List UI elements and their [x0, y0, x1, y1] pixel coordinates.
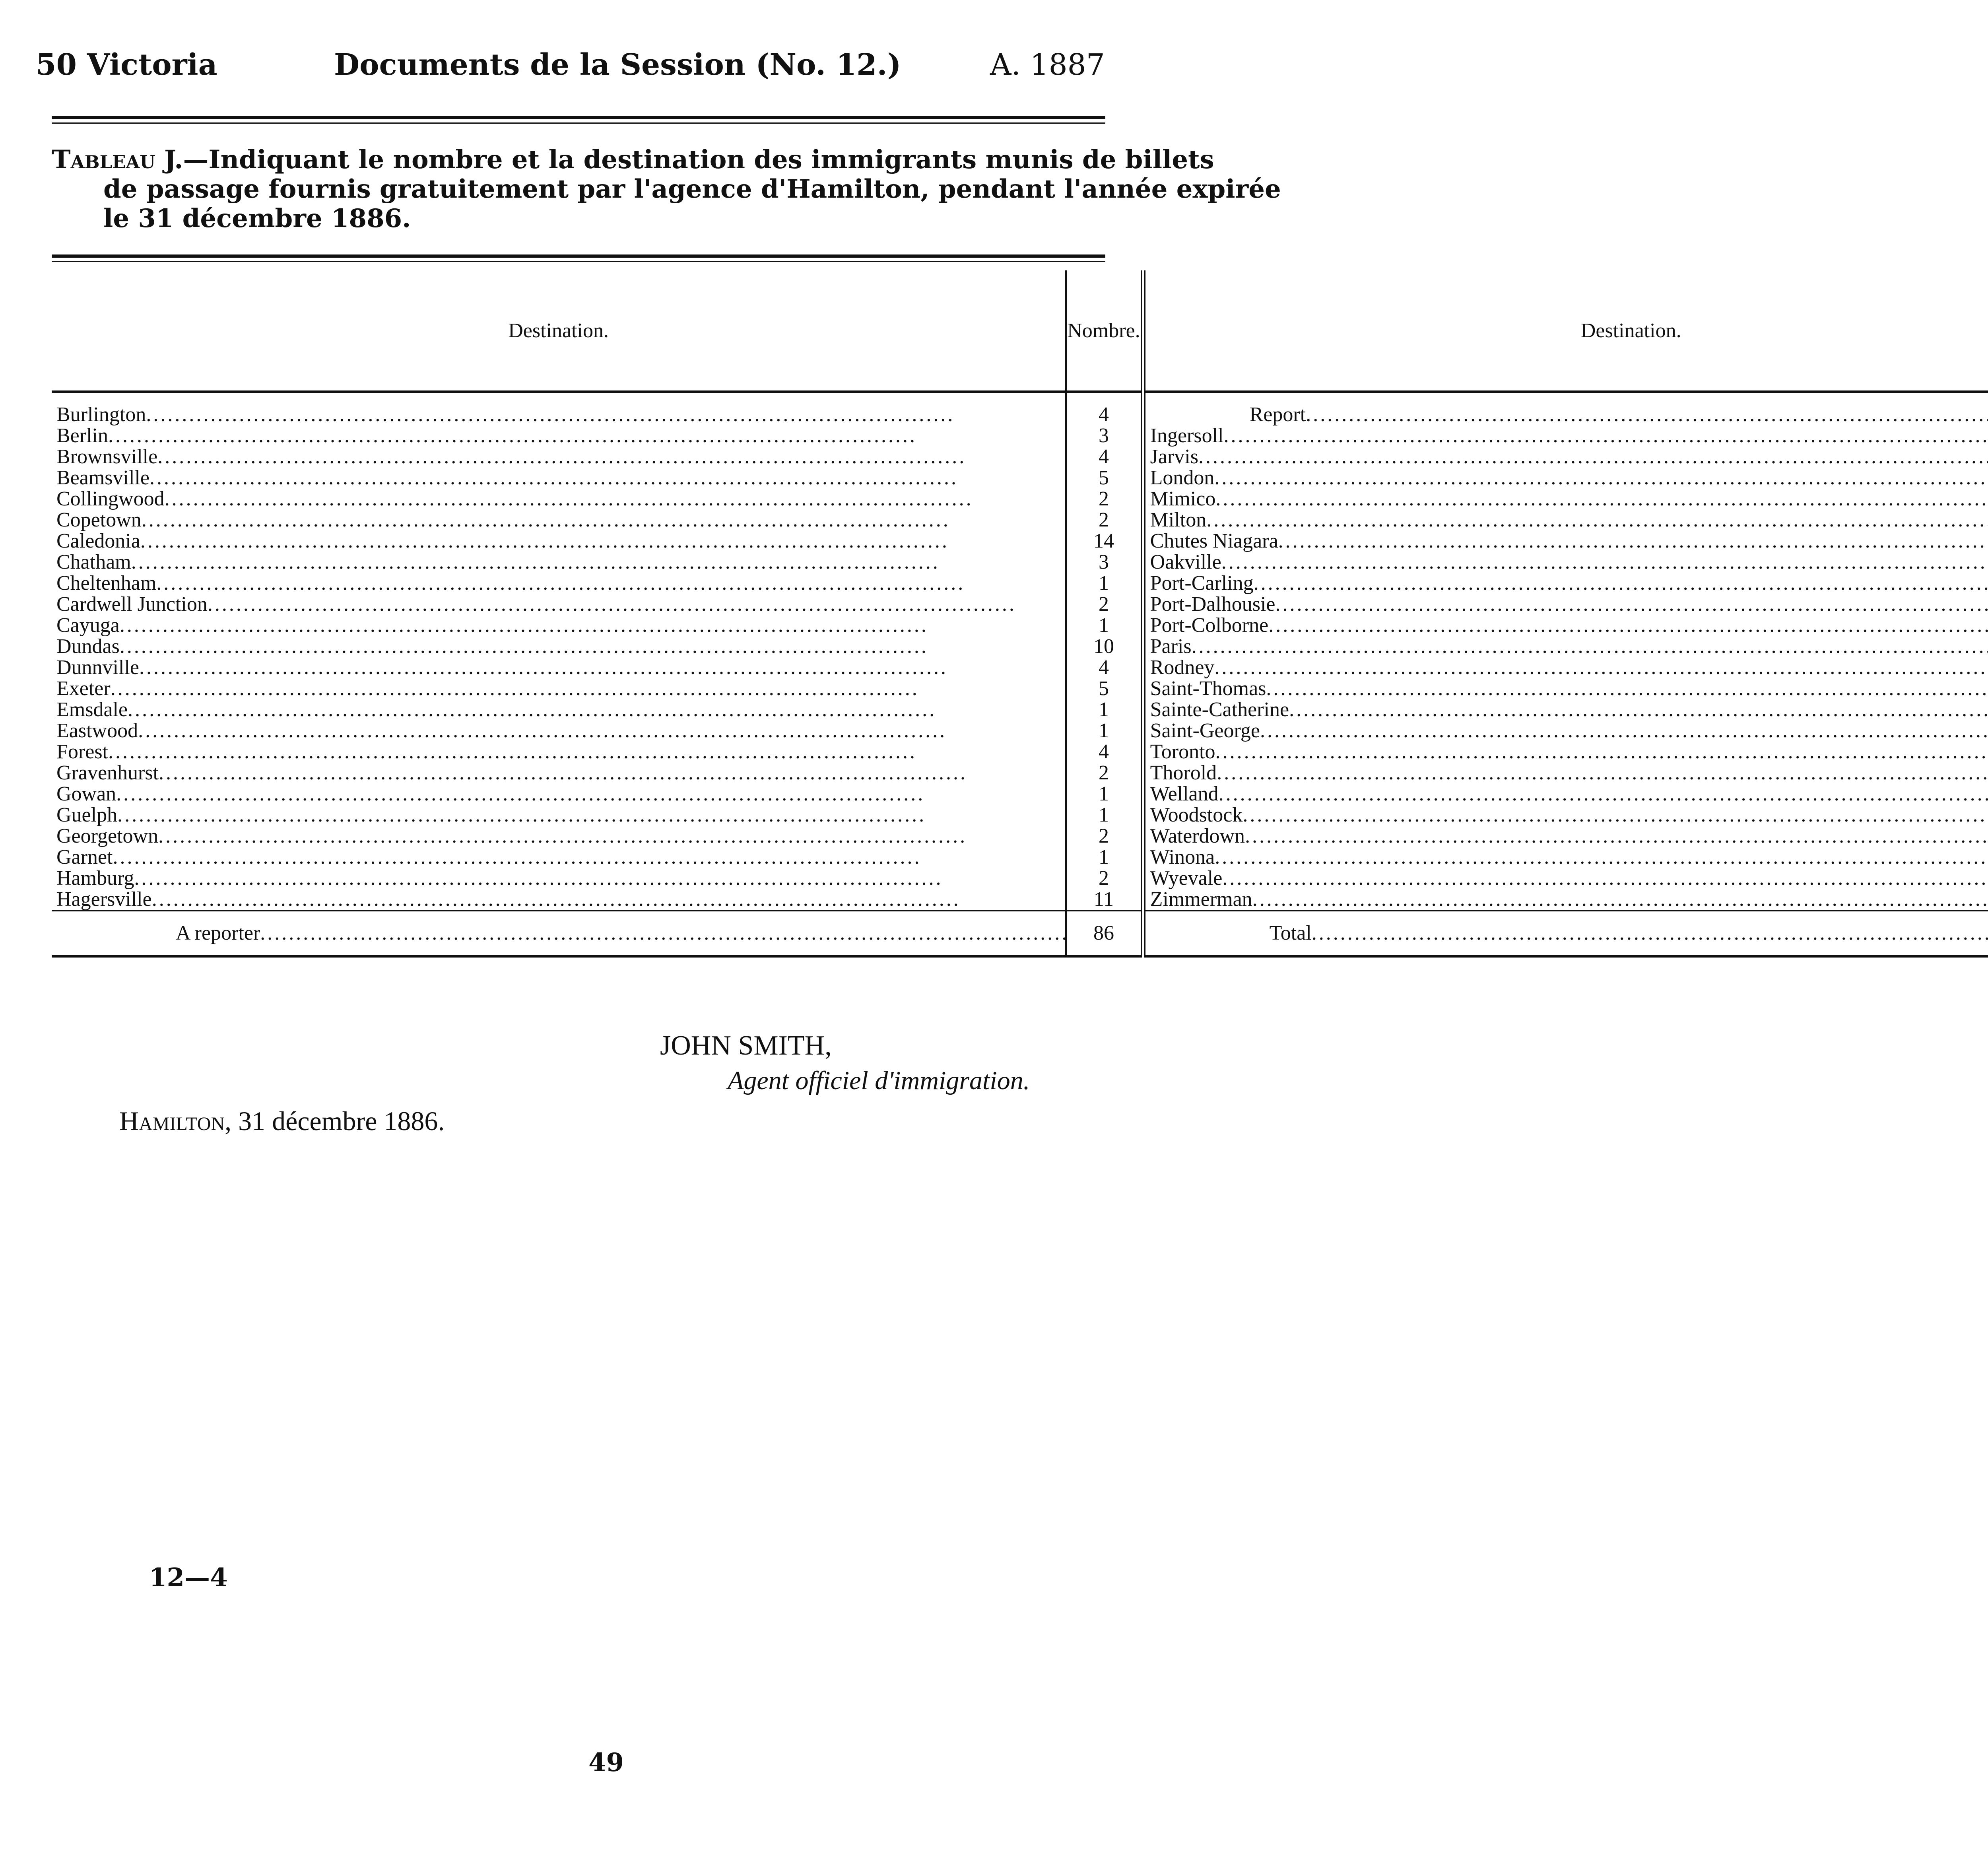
table-row [52, 783, 1988, 804]
right-destination-cell [1143, 573, 1988, 594]
right-destination-cell-leader [1150, 783, 1988, 804]
left-destination-cell [52, 488, 1066, 509]
right-destination-cell-leader [1150, 594, 1988, 615]
right-destination-cell [1143, 804, 1988, 826]
right-destination-cell [1143, 847, 1988, 868]
dot-leader [1266, 678, 1988, 699]
table-row [52, 425, 1988, 446]
left-count-cell: 1 [1066, 573, 1143, 594]
left-count-cell: 4 [1066, 446, 1143, 467]
right-destination-cell-leader [1150, 509, 1988, 530]
right-destination-cell-leader [1150, 657, 1988, 678]
right-destination-cell [1143, 678, 1988, 699]
right-destination-cell [1143, 615, 1988, 636]
table-row [52, 509, 1988, 530]
table-row [52, 552, 1988, 573]
right-destination-cell-label: Port-Colborne [1150, 614, 1269, 637]
dot-leader [157, 446, 1065, 467]
dot-leader [108, 741, 1065, 762]
right-destination-cell-label: Rodney [1150, 656, 1215, 679]
header-session: 50 Victoria [36, 48, 217, 82]
right-total-label-cell [1143, 911, 1988, 956]
left-destination-cell-label: Cheltenham [56, 572, 157, 594]
right-destination-cell-label: Toronto [1150, 740, 1215, 763]
right-destination-cell [1143, 594, 1988, 615]
right-destination-cell [1143, 425, 1988, 446]
folio-signature-mark: 12—4 [149, 1563, 228, 1593]
left-destination-cell [52, 783, 1066, 804]
dot-leader [1222, 868, 1988, 889]
right-destination-cell-label: Woodstock [1150, 804, 1243, 826]
right-destination-cell-label: Waterdown [1150, 825, 1245, 847]
right-destination-cell [1143, 741, 1988, 762]
left-destination-cell-leader [56, 889, 1065, 910]
left-count-cell: 4 [1066, 392, 1143, 425]
left-destination-cell-label: Exeter [56, 677, 111, 700]
table-row [52, 847, 1988, 868]
header-rule-thin [52, 122, 1105, 124]
left-count-cell: 14 [1066, 530, 1143, 552]
left-destination-cell-label: Gowan [56, 783, 116, 805]
dot-leader [1260, 720, 1988, 741]
table-body [52, 392, 1988, 956]
dot-leader [1215, 488, 1988, 509]
dot-leader [158, 826, 1065, 847]
left-count-cell: 11 [1066, 889, 1143, 911]
dot-leader [152, 889, 1066, 910]
table-row [52, 868, 1988, 889]
left-destination-cell [52, 446, 1066, 467]
left-destination-cell-leader [56, 552, 1065, 573]
right-destination-cell-label: Thorold [1150, 761, 1217, 784]
dot-leader [146, 404, 1065, 425]
dot-leader [117, 804, 1065, 826]
dot-leader [108, 425, 1065, 446]
right-destination-cell-label: Welland [1150, 783, 1219, 805]
right-destination-cell-leader [1150, 467, 1988, 488]
caption-prefix: Tableau J. [52, 145, 183, 175]
right-total-label-cell-leader [1150, 911, 1988, 955]
left-count-cell: 1 [1066, 699, 1143, 720]
right-destination-cell-leader [1150, 889, 1988, 910]
dot-leader [1276, 594, 1988, 615]
dot-leader [140, 530, 1065, 552]
left-destination-cell-leader [56, 699, 1065, 720]
dot-leader [128, 699, 1065, 720]
right-destination-cell [1143, 783, 1988, 804]
dot-leader [134, 868, 1065, 889]
left-destination-cell [52, 868, 1066, 889]
dot-leader [1245, 826, 1988, 847]
right-destination-cell-label: Ingersoll [1150, 424, 1224, 447]
right-destination-cell-label: Oakville [1150, 551, 1221, 573]
left-destination-cell [52, 594, 1066, 615]
left-destination-cell-label: Copetown [56, 509, 142, 531]
left-destination-cell-label: Cardwell Junction [56, 593, 208, 616]
table-row [52, 594, 1988, 615]
left-destination-cell-leader [56, 509, 1065, 530]
right-destination-cell-leader [1150, 804, 1988, 826]
right-destination-cell-leader [1150, 678, 1988, 699]
dot-leader [1214, 467, 1988, 488]
caption-rule-thick [52, 254, 1105, 258]
dot-leader [1252, 889, 1988, 910]
left-destination-cell-label: Gravenhurst [56, 761, 159, 784]
right-destination-cell-label: Port-Carling [1150, 572, 1254, 594]
page-number: 49 [588, 1748, 624, 1777]
right-destination-cell-label: Sainte-Catherine [1150, 698, 1289, 721]
right-destination-cell [1143, 530, 1988, 552]
right-destination-cell-label: Wyevale [1150, 867, 1223, 890]
dot-leader [111, 678, 1066, 699]
caption-text-1: —Indiquant le nombre et la destination des immigrants munis de billets [183, 145, 1214, 175]
place-date [119, 1105, 445, 1137]
table-row [52, 720, 1988, 741]
left-destination-cell-leader [56, 657, 1065, 678]
left-destination-cell-leader [56, 741, 1065, 762]
left-total-label-cell-leader [56, 911, 1065, 955]
right-destination-cell-label: London [1150, 466, 1215, 489]
right-destination-cell [1143, 889, 1988, 911]
table-header-row [52, 270, 1988, 392]
left-count-cell: 10 [1066, 636, 1143, 657]
dot-leader [1221, 552, 1988, 573]
left-destination-cell-leader [56, 488, 1065, 509]
left-count-cell: 3 [1066, 425, 1143, 446]
signature-name: JOHN SMITH, [660, 1030, 832, 1061]
table-row [52, 636, 1988, 657]
dot-leader [120, 636, 1065, 657]
caption-line-2: de passage fournis gratuitement par l'agence d'Hamilton, pendant l'année expirée [103, 174, 1281, 204]
left-destination-cell-label: Caledonia [56, 530, 140, 552]
table-row [52, 573, 1988, 594]
right-destination-cell-label: Port-Dalhousie [1150, 593, 1276, 616]
left-destination-cell [52, 889, 1066, 911]
header-year: A. 1887 [990, 48, 1105, 82]
left-destination-cell-label: Brownsville [56, 445, 158, 468]
left-destination-cell [52, 467, 1066, 488]
place-date-text: , 31 décembre 1886. [225, 1106, 445, 1136]
dot-leader [1306, 404, 1988, 425]
right-destination-cell [1143, 657, 1988, 678]
table-row [52, 392, 1988, 425]
left-count-cell: 3 [1066, 552, 1143, 573]
right-destination-cell-leader [1150, 425, 1988, 446]
header-destination-right: Destination. [1143, 270, 1988, 392]
left-count-cell: 2 [1066, 594, 1143, 615]
left-destination-cell-leader [56, 868, 1065, 889]
left-count-cell: 5 [1066, 467, 1143, 488]
table-total-row [52, 911, 1988, 956]
dot-leader [1217, 762, 1988, 783]
right-destination-cell-leader [1150, 488, 1988, 509]
left-destination-cell-label: Berlin [56, 424, 108, 447]
left-destination-cell [52, 720, 1066, 741]
header-destination-left: Destination. [52, 270, 1066, 392]
left-destination-cell-leader [56, 720, 1065, 741]
left-count-cell: 1 [1066, 804, 1143, 826]
header-document-title: Documents de la Session (No. 12.) [334, 48, 901, 82]
left-destination-cell-leader [56, 804, 1065, 826]
left-destination-cell-leader [56, 783, 1065, 804]
right-destination-cell [1143, 699, 1988, 720]
right-destination-cell [1143, 488, 1988, 509]
table-row [52, 826, 1988, 847]
table-row [52, 657, 1988, 678]
right-destination-cell-leader [1150, 699, 1988, 720]
table-row [52, 804, 1988, 826]
dot-leader [156, 573, 1065, 594]
dot-leader [113, 847, 1065, 868]
right-destination-cell [1143, 868, 1988, 889]
right-destination-cell-leader [1150, 573, 1988, 594]
left-destination-cell-label: Georgetown [56, 825, 159, 847]
dot-leader [116, 783, 1065, 804]
table-row [52, 467, 1988, 488]
dot-leader [1215, 847, 1988, 868]
right-destination-cell-leader [1150, 720, 1988, 741]
left-destination-cell [52, 425, 1066, 446]
left-destination-cell-leader [56, 404, 1065, 425]
right-destination-cell-leader [1150, 530, 1988, 552]
left-total-label-cell [52, 911, 1066, 956]
dot-leader [138, 720, 1065, 741]
dot-leader [208, 594, 1065, 615]
left-count-cell: 2 [1066, 868, 1143, 889]
right-destination-cell-label: Mimico [1150, 488, 1216, 510]
dot-leader [1268, 615, 1988, 636]
right-total-label-cell-label: Total [1269, 922, 1312, 944]
left-count-cell: 5 [1066, 678, 1143, 699]
left-destination-cell [52, 657, 1066, 678]
left-destination-cell-label: Collingwood [56, 488, 165, 510]
left-destination-cell-leader [56, 425, 1065, 446]
left-destination-cell [52, 741, 1066, 762]
right-destination-cell-label: Milton [1150, 509, 1207, 531]
right-destination-cell [1143, 762, 1988, 783]
left-destination-cell-leader [56, 762, 1065, 783]
left-destination-cell-label: Beamsville [56, 466, 149, 489]
table-row [52, 615, 1988, 636]
left-count-cell: 4 [1066, 741, 1143, 762]
right-destination-cell [1143, 826, 1988, 847]
left-destination-cell [52, 847, 1066, 868]
left-destination-cell-leader [56, 826, 1065, 847]
right-destination-cell-label: Saint-George [1150, 719, 1260, 742]
right-destination-cell-label: Chutes Niagara [1150, 530, 1278, 552]
left-destination-cell [52, 530, 1066, 552]
dot-leader [1192, 636, 1988, 657]
left-destination-cell-label: Hagersville [56, 888, 152, 911]
right-destination-cell-leader [1150, 762, 1988, 783]
left-destination-cell [52, 762, 1066, 783]
header-count-left: Nombre. [1066, 270, 1143, 392]
right-destination-cell-leader [1150, 636, 1988, 657]
right-destination-cell-label: Winona [1150, 846, 1215, 868]
dot-leader [149, 467, 1065, 488]
right-destination-cell [1143, 446, 1988, 467]
left-destination-cell-leader [56, 467, 1065, 488]
left-destination-cell-leader [56, 615, 1065, 636]
left-destination-cell [52, 678, 1066, 699]
table-row [52, 699, 1988, 720]
dot-leader [159, 762, 1065, 783]
right-destination-cell-label: Jarvis [1150, 445, 1198, 468]
dot-leader [1206, 509, 1988, 530]
right-destination-cell [1143, 509, 1988, 530]
left-total-label-cell-label: A reporter [176, 922, 260, 944]
table-caption [52, 145, 1281, 233]
dot-leader [260, 911, 1065, 955]
place-city: Hamilton [119, 1106, 225, 1136]
dot-leader [139, 657, 1065, 678]
right-destination-cell [1143, 392, 1988, 425]
left-destination-cell [52, 509, 1066, 530]
left-destination-cell-label: Hamburg [56, 867, 134, 890]
table-row [52, 678, 1988, 699]
left-destination-cell-label: Dunnville [56, 656, 139, 679]
left-count-cell: 2 [1066, 488, 1143, 509]
left-destination-cell [52, 826, 1066, 847]
right-destination-cell-leader [1150, 741, 1988, 762]
left-destination-cell-leader [56, 594, 1065, 615]
left-destination-cell-leader [56, 446, 1065, 467]
table-row [52, 530, 1988, 552]
caption-rule-thin [52, 261, 1105, 262]
left-destination-cell-label: Forest [56, 740, 108, 763]
right-destination-cell-leader [1150, 446, 1988, 467]
dot-leader [1214, 657, 1988, 678]
caption-line-3: le 31 décembre 1886. [103, 204, 411, 233]
dot-leader [1312, 911, 1988, 955]
left-count-cell: 2 [1066, 509, 1143, 530]
left-destination-cell-leader [56, 678, 1065, 699]
left-destination-cell-label: Emsdale [56, 698, 128, 721]
right-destination-cell-leader [1150, 826, 1988, 847]
right-destination-cell [1143, 467, 1988, 488]
right-destination-cell-leader [1150, 404, 1988, 425]
dot-leader [1215, 741, 1988, 762]
left-total-cell: 86 [1066, 911, 1143, 956]
left-destination-cell [52, 392, 1066, 425]
dot-leader [1219, 783, 1988, 804]
left-destination-cell-label: Cayuga [56, 614, 120, 637]
right-destination-cell-leader [1150, 615, 1988, 636]
table-row [52, 446, 1988, 467]
right-destination-cell-leader [1150, 847, 1988, 868]
left-count-cell: 1 [1066, 720, 1143, 741]
left-destination-cell-label: Dundas [56, 635, 120, 658]
left-destination-cell-leader [56, 530, 1065, 552]
left-destination-cell-label: Guelph [56, 804, 118, 826]
left-count-cell: 1 [1066, 847, 1143, 868]
table-row [52, 889, 1988, 911]
left-destination-cell [52, 636, 1066, 657]
dot-leader [1242, 804, 1988, 826]
right-destination-cell-leader [1150, 552, 1988, 573]
signature-title: Agent officiel d'immigration. [728, 1066, 1030, 1095]
left-destination-cell [52, 699, 1066, 720]
right-destination-cell-label: Paris [1150, 635, 1192, 658]
table-row [52, 741, 1988, 762]
immigrants-table [52, 270, 1988, 958]
left-destination-cell [52, 804, 1066, 826]
dot-leader [165, 488, 1066, 509]
header-rule-thick [52, 116, 1105, 119]
right-destination-cell-label: Saint-Thomas [1150, 677, 1266, 700]
left-destination-cell [52, 573, 1066, 594]
dot-leader [1198, 446, 1988, 467]
right-destination-cell-leader [1150, 868, 1988, 889]
right-destination-cell [1143, 552, 1988, 573]
dot-leader [1224, 425, 1988, 446]
right-destination-cell [1143, 720, 1988, 741]
dot-leader [120, 615, 1065, 636]
left-destination-cell-label: Eastwood [56, 719, 138, 742]
left-count-cell: 2 [1066, 826, 1143, 847]
left-destination-cell [52, 615, 1066, 636]
left-count-cell: 1 [1066, 615, 1143, 636]
caption-line-1 [52, 145, 1214, 175]
left-destination-cell-label: Chatham [56, 551, 131, 573]
dot-leader [1254, 573, 1988, 594]
dot-leader [142, 509, 1065, 530]
dot-leader [131, 552, 1066, 573]
table-row [52, 488, 1988, 509]
left-count-cell: 4 [1066, 657, 1143, 678]
left-destination-cell [52, 552, 1066, 573]
dot-leader [1278, 530, 1988, 552]
right-destination-cell-label: Report [1249, 403, 1306, 426]
dot-leader [1289, 699, 1988, 720]
left-destination-cell-leader [56, 847, 1065, 868]
right-destination-cell-label: Zimmerman [1150, 888, 1252, 911]
left-count-cell: 1 [1066, 783, 1143, 804]
left-destination-cell-label: Burlington [56, 403, 146, 426]
table-row [52, 762, 1988, 783]
left-destination-cell-leader [56, 573, 1065, 594]
left-count-cell: 2 [1066, 762, 1143, 783]
right-destination-cell [1143, 636, 1988, 657]
left-destination-cell-leader [56, 636, 1065, 657]
left-destination-cell-label: Garnet [56, 846, 113, 868]
